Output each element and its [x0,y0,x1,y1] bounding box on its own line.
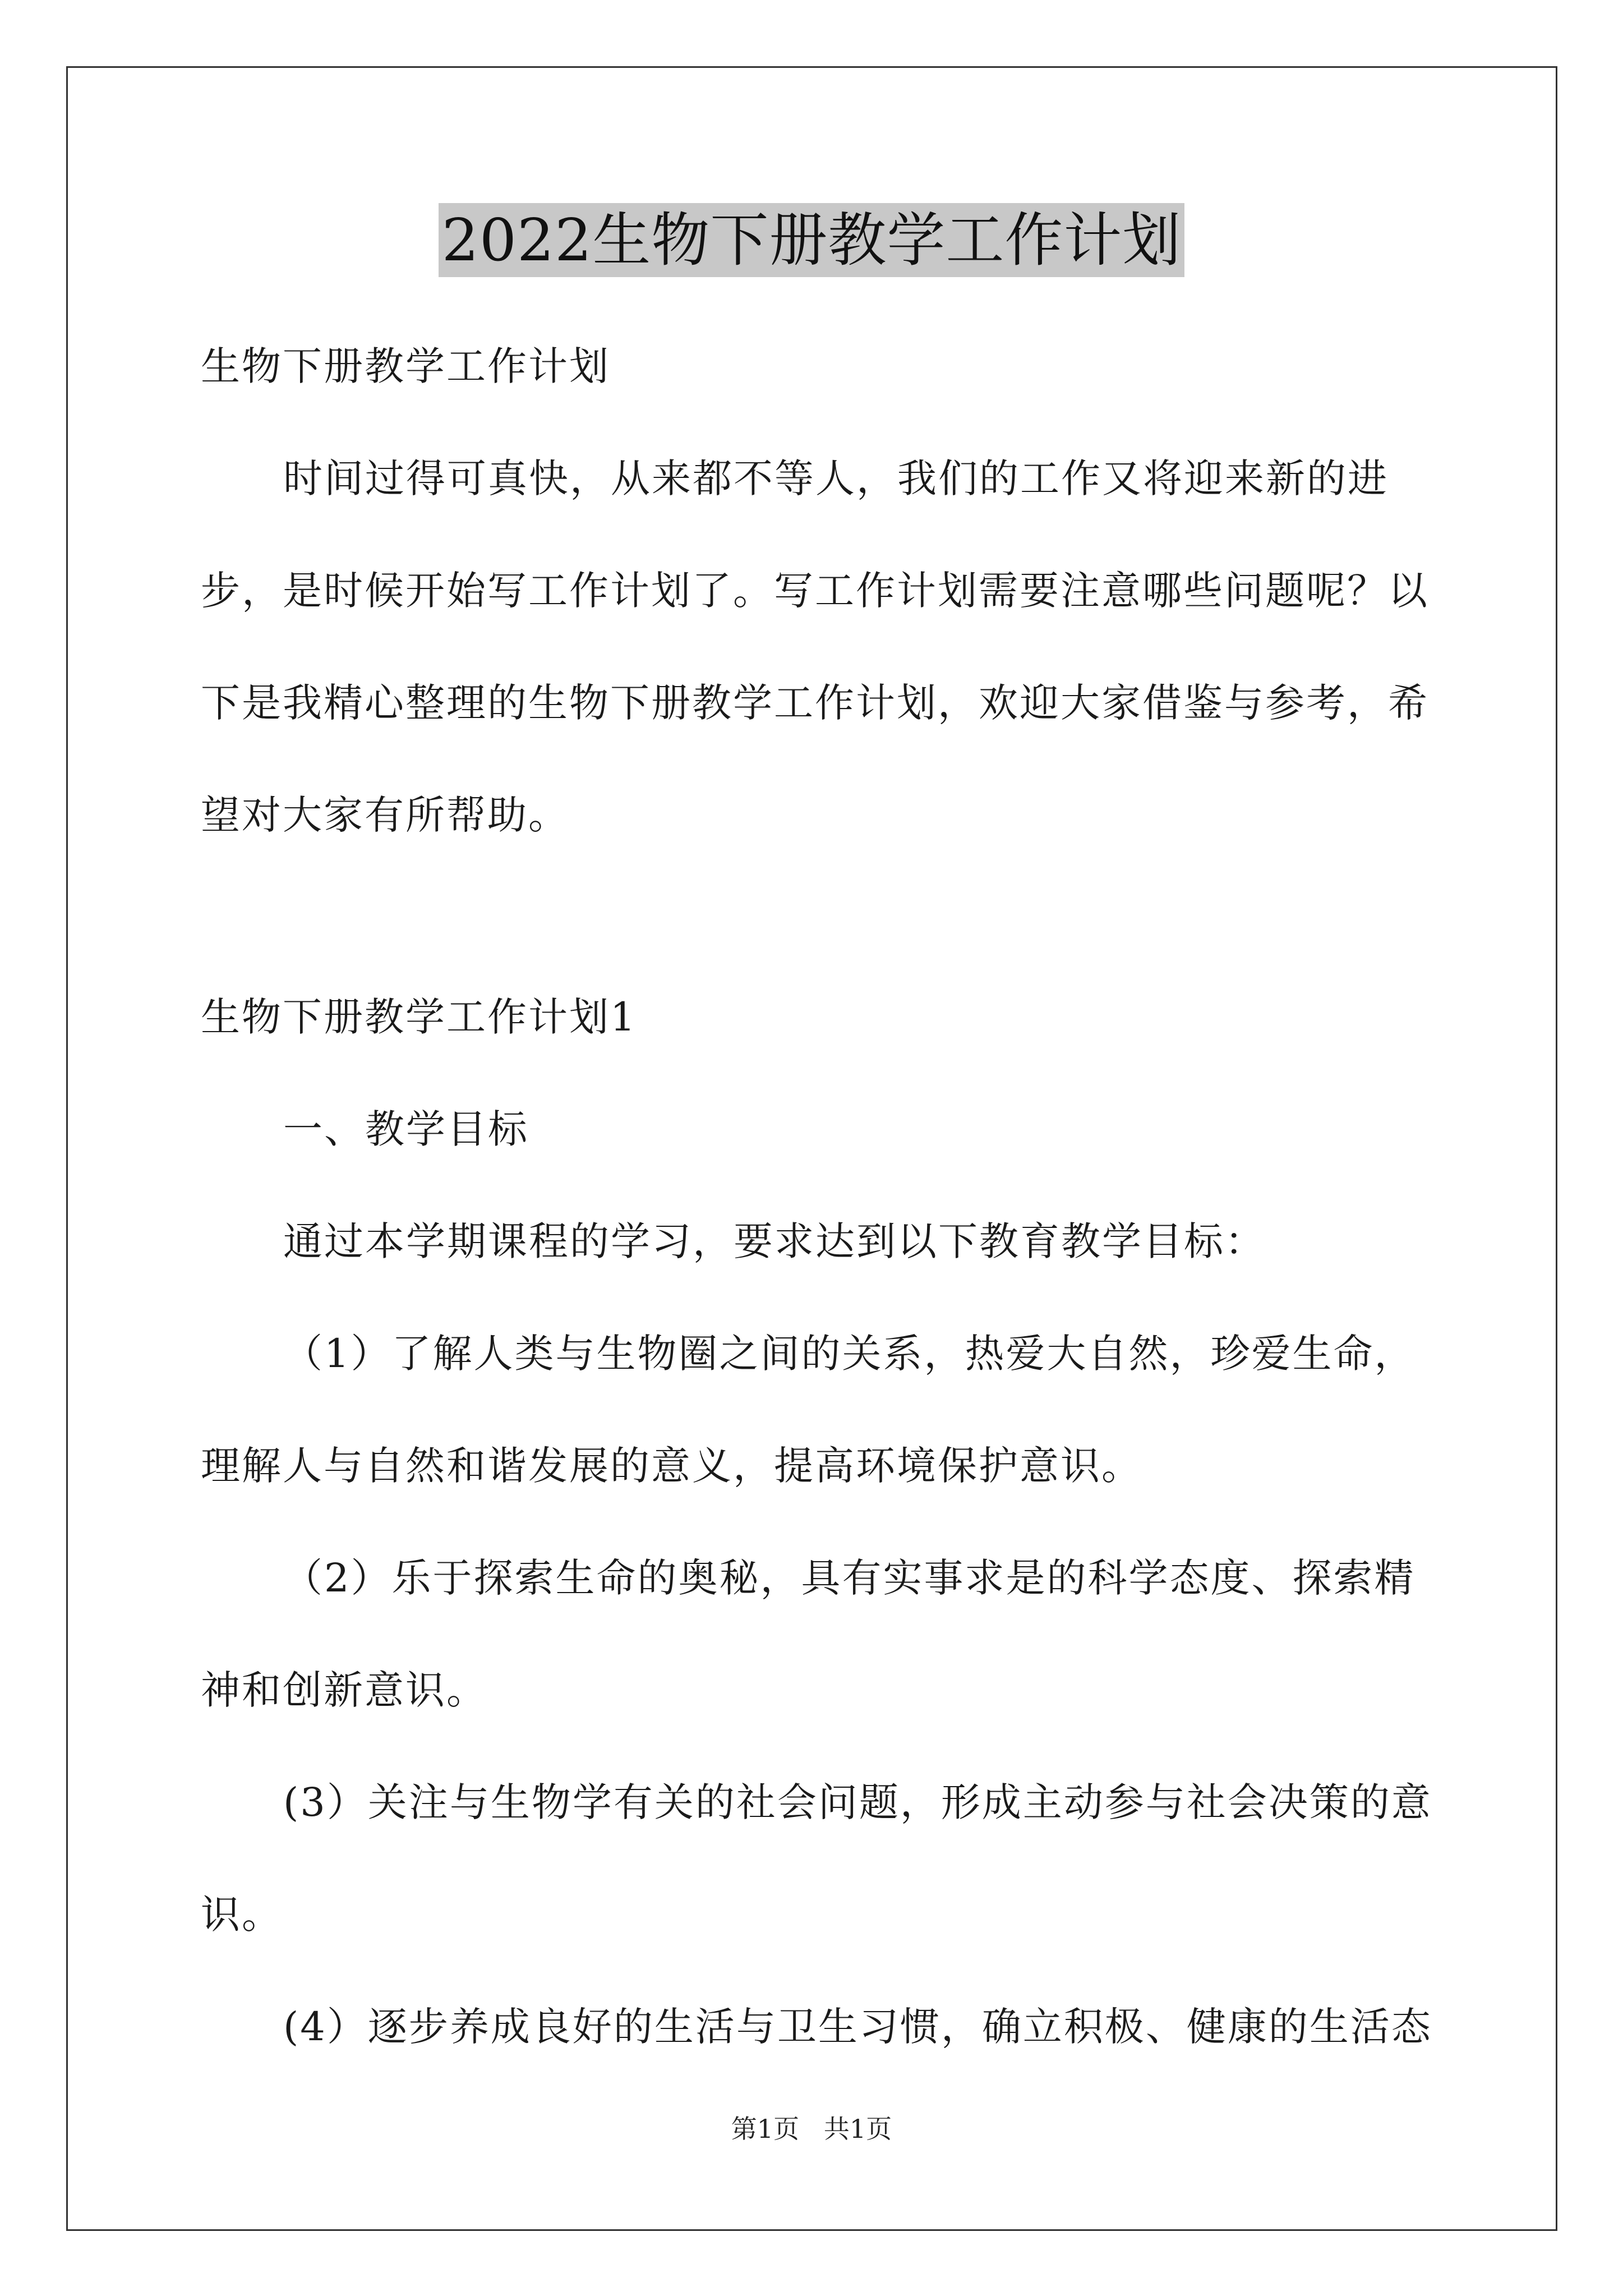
plan-heading: 生物下册教学工作计划1 [201,994,637,1040]
goal-item-1: （1）了解人类与生物圈之间的关系，热爱大自然，珍爱生命，理解人与自然和谐发展的意义，提高环境保护意识。 [201,1331,1415,1489]
document-body [201,310,1435,2083]
document-title: 2022生物下册教学工作计划 [439,203,1185,277]
intro-paragraph: 时间过得可真快，从来都不等人，我们的工作又将迎来新的进步，是时候开始写工作计划了。写工作计划需要注意哪些问题呢？以下是我精心整理的生物下册教学工作计划，欢迎大家借鉴与参考，希望对大家有所帮助。 [201,455,1429,838]
goal-item-2: （2）乐于探索生命的奥秘，具有实事求是的科学态度、探索精神和创新意识。 [201,1555,1415,1713]
page-number: 第1页 共1页 [731,2114,892,2144]
goals-intro-paragraph: 通过本学期课程的学习，要求达到以下教育教学目标： [283,1218,1266,1264]
subheading-teaching-goals: 一、教学目标 [283,1106,529,1152]
section-heading: 生物下册教学工作计划 [201,343,610,389]
goal-item-4: (4）逐步养成良好的生活与卫生习惯，确立积极、健康的生活态 [283,2004,1432,2050]
goal-item-3: (3）关注与生物学有关的社会问题，形成主动参与社会决策的意识。 [201,1779,1432,1938]
title-area [0,203,1623,277]
